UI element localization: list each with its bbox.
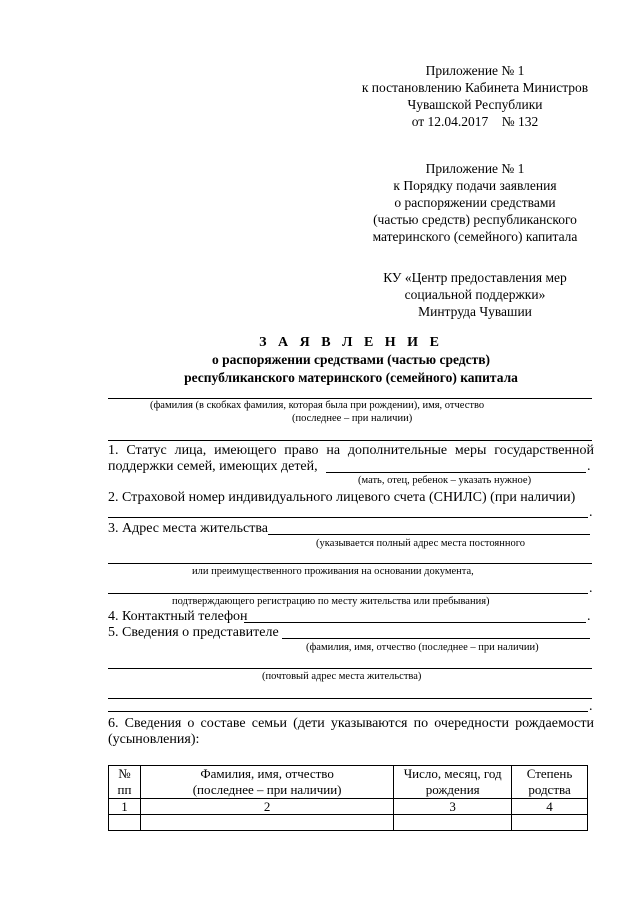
applicant-name-hint: (последнее – при наличии) bbox=[292, 413, 413, 424]
appendix-decree-ref: к постановлению Кабинета Министров bbox=[361, 80, 589, 95]
col-header-number: № пп bbox=[109, 766, 141, 799]
appendix-header-decree bbox=[350, 62, 600, 130]
period: . bbox=[589, 505, 593, 520]
appendix-republic: Чувашской Республики bbox=[407, 97, 543, 112]
table-header-row bbox=[109, 766, 588, 799]
address-field[interactable] bbox=[268, 534, 590, 535]
address-field-2[interactable] bbox=[108, 563, 592, 564]
item-4-phone: 4. Контактный телефон bbox=[108, 609, 248, 624]
appendix-procedure-line: о распоряжении средствами bbox=[394, 195, 556, 210]
phone-field[interactable] bbox=[244, 622, 586, 623]
document-subtitle: о распоряжении средствами (частью средств) bbox=[211, 352, 491, 367]
representative-hint: (фамилия, имя, отчество (последнее – при наличии) bbox=[306, 642, 539, 653]
address-hint: (указывается полный адрес места постоянного bbox=[316, 538, 526, 549]
table-cell[interactable] bbox=[109, 815, 141, 831]
item-3-address: 3. Адрес места жительства bbox=[108, 521, 268, 536]
status-hint: (мать, отец, ребенок – указать нужное) bbox=[358, 475, 532, 486]
appendix-date: от 12.04.2017 № 132 bbox=[411, 114, 539, 129]
postal-address-field[interactable] bbox=[108, 698, 592, 699]
item-5-representative: 5. Сведения о представителе bbox=[108, 625, 279, 640]
item-1-status-cont: поддержки семей, имеющих детей, bbox=[108, 459, 318, 474]
recipient-line: Минтруда Чувашии bbox=[418, 304, 532, 319]
applicant-name-hint: (фамилия (в скобках фамилия, которая была при рождении), имя, отчество bbox=[150, 400, 485, 411]
document-title: З А Я В Л Е Н И Е bbox=[259, 335, 443, 350]
period: . bbox=[589, 581, 593, 596]
appendix-header-procedure bbox=[350, 160, 600, 245]
snils-field[interactable] bbox=[108, 517, 588, 518]
appendix-procedure-ref: к Порядку подачи заявления bbox=[393, 178, 557, 193]
col-header-full-name: Фамилия, имя, отчество (последнее – при наличии) bbox=[140, 766, 393, 799]
table-cell[interactable] bbox=[394, 815, 512, 831]
table-cell[interactable] bbox=[512, 815, 588, 831]
table-row[interactable] bbox=[109, 815, 588, 831]
col-header-birth-date: Число, месяц, год рождения bbox=[394, 766, 512, 799]
period: . bbox=[587, 609, 591, 624]
appendix-number: Приложение № 1 bbox=[425, 161, 525, 176]
item-1-status: 1. Статус лица, имеющего право на дополнительные меры государственной bbox=[108, 443, 594, 458]
period: . bbox=[587, 459, 591, 474]
address-field-3[interactable] bbox=[108, 593, 588, 594]
appendix-procedure-line: материнского (семейного) капитала bbox=[372, 229, 578, 244]
address-hint: или преимущественного проживания на основании документа, bbox=[192, 566, 474, 577]
item-2-snils: 2. Страховой номер индивидуального лицевого счета (СНИЛС) (при наличии) bbox=[108, 490, 576, 505]
period: . bbox=[589, 699, 593, 714]
item-6-family-cont: (усыновления): bbox=[108, 732, 200, 747]
recipient-line: социальной поддержки» bbox=[404, 287, 546, 302]
table-cell[interactable] bbox=[140, 815, 393, 831]
address-hint: подтверждающего регистрацию по месту жительства или пребывания) bbox=[172, 596, 490, 607]
status-field[interactable] bbox=[326, 472, 586, 473]
recipient-line: КУ «Центр предоставления мер bbox=[383, 270, 567, 285]
representative-field[interactable] bbox=[282, 638, 590, 639]
col-number: 1 bbox=[109, 799, 141, 815]
postal-address-field-2[interactable] bbox=[108, 711, 588, 712]
col-header-kinship: Степень родства bbox=[512, 766, 588, 799]
col-number: 4 bbox=[512, 799, 588, 815]
appendix-procedure-line: (частью средств) республиканского bbox=[373, 212, 577, 227]
col-number: 3 bbox=[394, 799, 512, 815]
family-table bbox=[108, 765, 588, 831]
table-number-row bbox=[109, 799, 588, 815]
applicant-name-field[interactable] bbox=[108, 398, 592, 399]
recipient-block bbox=[350, 269, 600, 320]
document-subtitle: республиканского материнского (семейного) капитала bbox=[184, 370, 518, 385]
item-6-family: 6. Сведения о составе семьи (дети указываются по очередности рождаемости bbox=[108, 716, 594, 731]
applicant-name-field-2[interactable] bbox=[108, 440, 592, 441]
representative-field-2[interactable] bbox=[108, 668, 592, 669]
appendix-number: Приложение № 1 bbox=[425, 63, 525, 78]
col-number: 2 bbox=[140, 799, 393, 815]
postal-address-hint: (почтовый адрес места жительства) bbox=[262, 671, 422, 682]
